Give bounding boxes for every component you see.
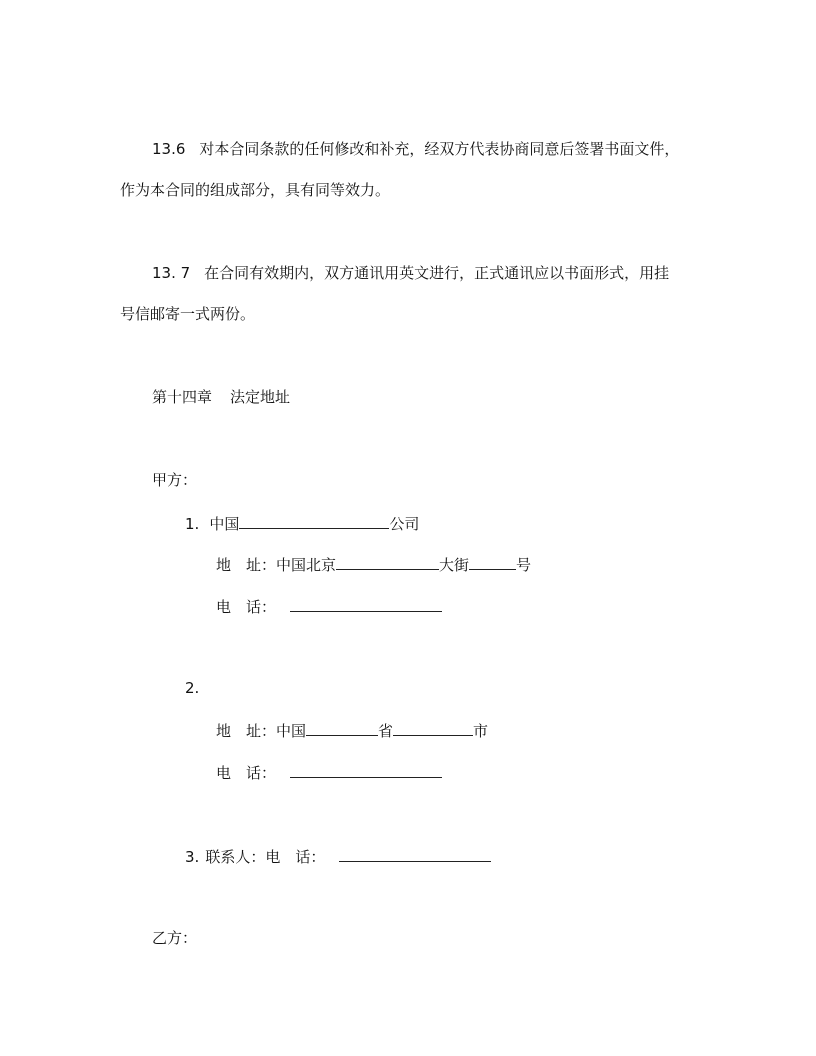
item3-phone-blank[interactable]: [339, 845, 491, 862]
clause-13-6-number: 13.6: [152, 140, 186, 158]
party-a-item1-phone: [216, 595, 442, 617]
city-blank[interactable]: [393, 719, 473, 736]
party-a-item1-company: [185, 512, 419, 534]
clause-13-7-line2: 号信邮寄一式两份。: [120, 305, 256, 323]
clause-13-6-text-1: 对本合同条款的任何修改和补充，经双方代表协商同意后签署书面文件，: [199, 140, 680, 158]
chapter-title: 第十四章: [152, 388, 213, 406]
company-name-blank[interactable]: [239, 512, 389, 529]
item2-phone-label: 电 话：: [216, 764, 277, 782]
item1-address-label: 地 址：: [216, 556, 277, 574]
item2-city-suffix: 市: [473, 722, 489, 740]
party-a-item2-number: 2.: [185, 679, 200, 697]
item1-number-suffix: 号: [516, 556, 532, 574]
item1-company-suffix: 公司: [389, 515, 420, 533]
item2-province-suffix: 省: [378, 722, 394, 740]
clause-13-6-line1: [152, 139, 679, 159]
clause-13-7-text-1: 在合同有效期内，双方通讯用英文进行，正式通讯应以书面形式，用挂: [204, 264, 670, 282]
clause-13-7-line1: [152, 263, 669, 283]
province-blank[interactable]: [306, 719, 378, 736]
clause-13-6-line2: 作为本合同的组成部分，具有同等效力。: [120, 181, 391, 199]
clause-13-7-number: 13. 7: [152, 264, 191, 282]
item3-number: 3.: [185, 848, 200, 866]
street-name-blank[interactable]: [336, 553, 439, 570]
item1-address-prefix: 中国北京: [276, 556, 337, 574]
street-number-blank[interactable]: [469, 553, 516, 570]
item1-street-suffix: 大街: [439, 556, 470, 574]
party-a-item2-phone: [216, 761, 442, 783]
item1-phone-blank[interactable]: [290, 595, 442, 612]
item1-number: 1.: [185, 515, 200, 533]
item3-contact-label: 联系人：: [205, 848, 266, 866]
item1-phone-label: 电 话：: [216, 598, 277, 616]
party-a-item1-address: [216, 553, 531, 575]
item1-company-prefix: 中国: [209, 515, 240, 533]
item2-address-prefix: 中国: [276, 722, 307, 740]
item3-phone-label: 电 话：: [265, 848, 326, 866]
chapter-subtitle: 法定地址: [230, 388, 291, 406]
item2-address-label: 地 址：: [216, 722, 277, 740]
party-a-item2-address: [216, 719, 488, 741]
item2-phone-blank[interactable]: [290, 761, 442, 778]
chapter-heading: [152, 387, 290, 407]
party-a-label: 甲方：: [152, 471, 198, 489]
party-b-label: 乙方：: [152, 929, 198, 947]
party-a-item3-contact: [185, 845, 491, 867]
